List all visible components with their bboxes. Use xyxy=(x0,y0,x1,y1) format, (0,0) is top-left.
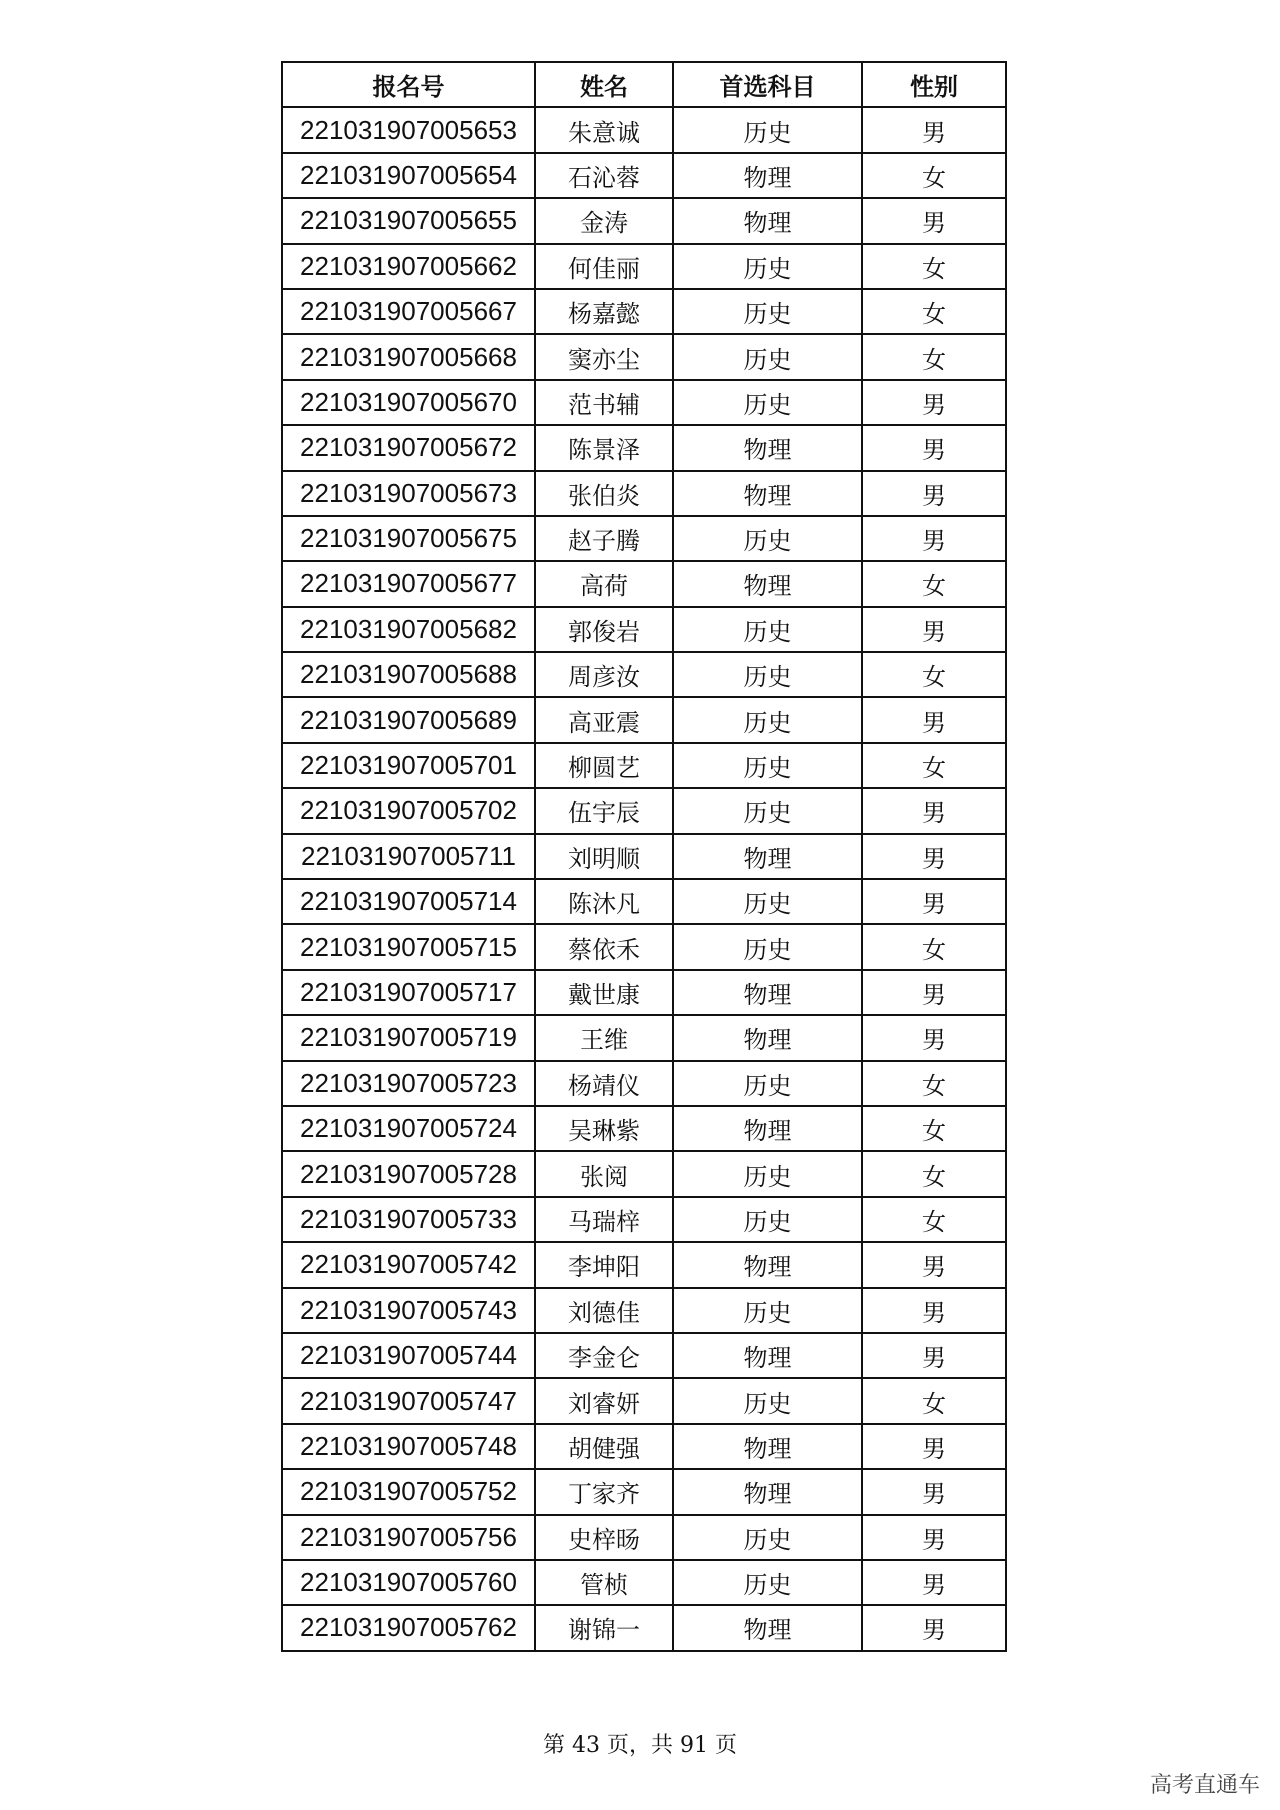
page-number-footer: 第 43 页，共 91 页 xyxy=(543,1733,737,1758)
name-cell: 伍宇辰 xyxy=(535,788,673,833)
gender-cell: 女 xyxy=(862,652,1006,697)
name-cell: 刘睿妍 xyxy=(535,1378,673,1423)
name-cell: 高荷 xyxy=(535,561,673,606)
gender-cell: 男 xyxy=(862,1560,1006,1605)
gender-cell: 女 xyxy=(862,924,1006,969)
gender-cell: 男 xyxy=(862,1469,1006,1514)
table-row xyxy=(282,107,1006,152)
preferred-subject-cell: 历史 xyxy=(673,516,862,561)
table-row xyxy=(282,607,1006,652)
name-cell: 郭俊岩 xyxy=(535,607,673,652)
registration-number-cell: 221031907005675 xyxy=(282,516,535,561)
gender-cell: 男 xyxy=(862,1288,1006,1333)
table-row xyxy=(282,1515,1006,1560)
gender-cell: 女 xyxy=(862,743,1006,788)
gender-cell: 男 xyxy=(862,198,1006,243)
name-cell: 杨靖仪 xyxy=(535,1061,673,1106)
name-cell: 刘明顺 xyxy=(535,834,673,879)
registration-number-cell: 221031907005748 xyxy=(282,1424,535,1469)
gender-cell: 女 xyxy=(862,1106,1006,1151)
table-row xyxy=(282,516,1006,561)
registration-number-cell: 221031907005747 xyxy=(282,1378,535,1423)
name-cell: 戴世康 xyxy=(535,970,673,1015)
preferred-subject-cell: 历史 xyxy=(673,879,862,924)
registration-number-cell: 221031907005724 xyxy=(282,1106,535,1151)
preferred-subject-cell: 历史 xyxy=(673,107,862,152)
gender-cell: 男 xyxy=(862,1605,1006,1650)
name-cell: 周彦汝 xyxy=(535,652,673,697)
name-cell: 杨嘉懿 xyxy=(535,289,673,334)
name-cell: 刘德佳 xyxy=(535,1288,673,1333)
registration-number-cell: 221031907005701 xyxy=(282,743,535,788)
registration-number-cell: 221031907005719 xyxy=(282,1015,535,1060)
preferred-subject-cell: 物理 xyxy=(673,834,862,879)
gender-cell: 男 xyxy=(862,1333,1006,1378)
preferred-subject-cell: 历史 xyxy=(673,380,862,425)
name-cell: 管桢 xyxy=(535,1560,673,1605)
preferred-subject-cell: 历史 xyxy=(673,1151,862,1196)
registration-number-cell: 221031907005756 xyxy=(282,1515,535,1560)
table-row xyxy=(282,652,1006,697)
table-row xyxy=(282,289,1006,334)
name-cell: 赵子腾 xyxy=(535,516,673,561)
registration-number-cell: 221031907005715 xyxy=(282,924,535,969)
name-cell: 何佳丽 xyxy=(535,244,673,289)
table-row xyxy=(282,879,1006,924)
registration-number-cell: 221031907005688 xyxy=(282,652,535,697)
gender-cell: 男 xyxy=(862,425,1006,470)
table-row xyxy=(282,970,1006,1015)
name-cell: 高亚震 xyxy=(535,697,673,742)
name-cell: 陈沐凡 xyxy=(535,879,673,924)
name-cell: 蔡依禾 xyxy=(535,924,673,969)
name-cell: 李金仑 xyxy=(535,1333,673,1378)
table-row xyxy=(282,334,1006,379)
preferred-subject-cell: 历史 xyxy=(673,652,862,697)
gender-cell: 男 xyxy=(862,516,1006,561)
gender-cell: 女 xyxy=(862,289,1006,334)
preferred-subject-cell: 历史 xyxy=(673,1378,862,1423)
preferred-subject-cell: 历史 xyxy=(673,1061,862,1106)
roster-table-container xyxy=(281,61,1005,1652)
preferred-subject-cell: 历史 xyxy=(673,244,862,289)
registration-number-cell: 221031907005673 xyxy=(282,471,535,516)
registration-number-cell: 221031907005668 xyxy=(282,334,535,379)
registration-number-cell: 221031907005743 xyxy=(282,1288,535,1333)
name-cell: 柳圆艺 xyxy=(535,743,673,788)
name-cell: 范书辅 xyxy=(535,380,673,425)
gender-cell: 女 xyxy=(862,1061,1006,1106)
table-row xyxy=(282,1333,1006,1378)
table-row xyxy=(282,1469,1006,1514)
header-preferred-subject: 首选科目 xyxy=(673,62,862,107)
preferred-subject-cell: 历史 xyxy=(673,1288,862,1333)
gender-cell: 女 xyxy=(862,153,1006,198)
preferred-subject-cell: 历史 xyxy=(673,289,862,334)
preferred-subject-cell: 历史 xyxy=(673,1197,862,1242)
gender-cell: 女 xyxy=(862,334,1006,379)
name-cell: 史梓旸 xyxy=(535,1515,673,1560)
table-row xyxy=(282,924,1006,969)
registration-number-cell: 221031907005711 xyxy=(282,834,535,879)
gender-cell: 男 xyxy=(862,1242,1006,1287)
table-row xyxy=(282,1378,1006,1423)
preferred-subject-cell: 物理 xyxy=(673,153,862,198)
table-row xyxy=(282,471,1006,516)
registration-number-cell: 221031907005682 xyxy=(282,607,535,652)
preferred-subject-cell: 历史 xyxy=(673,607,862,652)
table-body xyxy=(282,107,1006,1650)
preferred-subject-cell: 历史 xyxy=(673,788,862,833)
registration-number-cell: 221031907005744 xyxy=(282,1333,535,1378)
gender-cell: 女 xyxy=(862,561,1006,606)
preferred-subject-cell: 物理 xyxy=(673,198,862,243)
preferred-subject-cell: 物理 xyxy=(673,1242,862,1287)
name-cell: 胡健强 xyxy=(535,1424,673,1469)
name-cell: 李坤阳 xyxy=(535,1242,673,1287)
name-cell: 王维 xyxy=(535,1015,673,1060)
gender-cell: 男 xyxy=(862,607,1006,652)
preferred-subject-cell: 物理 xyxy=(673,1106,862,1151)
registration-number-cell: 221031907005654 xyxy=(282,153,535,198)
registration-number-cell: 221031907005672 xyxy=(282,425,535,470)
registration-number-cell: 221031907005702 xyxy=(282,788,535,833)
registration-number-cell: 221031907005752 xyxy=(282,1469,535,1514)
gender-cell: 男 xyxy=(862,970,1006,1015)
watermark-logo-text: 高考直通车 xyxy=(1149,1773,1260,1798)
header-registration-number: 报名号 xyxy=(282,62,535,107)
gender-cell: 男 xyxy=(862,834,1006,879)
preferred-subject-cell: 历史 xyxy=(673,334,862,379)
table-row xyxy=(282,1061,1006,1106)
preferred-subject-cell: 历史 xyxy=(673,1515,862,1560)
preferred-subject-cell: 历史 xyxy=(673,1560,862,1605)
gender-cell: 女 xyxy=(862,1151,1006,1196)
table-row xyxy=(282,1197,1006,1242)
preferred-subject-cell: 物理 xyxy=(673,1424,862,1469)
table-row xyxy=(282,153,1006,198)
table-row xyxy=(282,1106,1006,1151)
name-cell: 丁家齐 xyxy=(535,1469,673,1514)
registration-number-cell: 221031907005760 xyxy=(282,1560,535,1605)
name-cell: 吴琳紫 xyxy=(535,1106,673,1151)
table-row xyxy=(282,244,1006,289)
table-row xyxy=(282,561,1006,606)
gender-cell: 男 xyxy=(862,788,1006,833)
table-header-row xyxy=(282,62,1006,107)
name-cell: 金涛 xyxy=(535,198,673,243)
preferred-subject-cell: 物理 xyxy=(673,1469,862,1514)
table-row xyxy=(282,380,1006,425)
registration-number-cell: 221031907005742 xyxy=(282,1242,535,1287)
registration-number-cell: 221031907005762 xyxy=(282,1605,535,1650)
gender-cell: 男 xyxy=(862,1015,1006,1060)
registration-number-cell: 221031907005670 xyxy=(282,380,535,425)
table-row xyxy=(282,1151,1006,1196)
table-row xyxy=(282,1605,1006,1650)
name-cell: 朱意诚 xyxy=(535,107,673,152)
gender-cell: 女 xyxy=(862,1378,1006,1423)
preferred-subject-cell: 物理 xyxy=(673,425,862,470)
name-cell: 张阅 xyxy=(535,1151,673,1196)
table-row xyxy=(282,425,1006,470)
name-cell: 张伯炎 xyxy=(535,471,673,516)
registration-number-cell: 221031907005723 xyxy=(282,1061,535,1106)
preferred-subject-cell: 物理 xyxy=(673,1605,862,1650)
table-row xyxy=(282,834,1006,879)
registration-number-cell: 221031907005689 xyxy=(282,697,535,742)
registration-number-cell: 221031907005714 xyxy=(282,879,535,924)
table-row xyxy=(282,788,1006,833)
preferred-subject-cell: 历史 xyxy=(673,743,862,788)
gender-cell: 男 xyxy=(862,1515,1006,1560)
table-row xyxy=(282,697,1006,742)
preferred-subject-cell: 物理 xyxy=(673,1015,862,1060)
registration-number-cell: 221031907005728 xyxy=(282,1151,535,1196)
preferred-subject-cell: 历史 xyxy=(673,697,862,742)
table-row xyxy=(282,743,1006,788)
roster-table xyxy=(281,61,1007,1652)
registration-number-cell: 221031907005655 xyxy=(282,198,535,243)
gender-cell: 男 xyxy=(862,697,1006,742)
name-cell: 马瑞梓 xyxy=(535,1197,673,1242)
gender-cell: 男 xyxy=(862,380,1006,425)
preferred-subject-cell: 物理 xyxy=(673,471,862,516)
registration-number-cell: 221031907005717 xyxy=(282,970,535,1015)
registration-number-cell: 221031907005733 xyxy=(282,1197,535,1242)
gender-cell: 男 xyxy=(862,1424,1006,1469)
name-cell: 谢锦一 xyxy=(535,1605,673,1650)
name-cell: 陈景泽 xyxy=(535,425,673,470)
header-name: 姓名 xyxy=(535,62,673,107)
table-row xyxy=(282,1560,1006,1605)
gender-cell: 女 xyxy=(862,1197,1006,1242)
table-row xyxy=(282,1015,1006,1060)
table-row xyxy=(282,1288,1006,1333)
registration-number-cell: 221031907005662 xyxy=(282,244,535,289)
preferred-subject-cell: 物理 xyxy=(673,1333,862,1378)
table-row xyxy=(282,198,1006,243)
preferred-subject-cell: 物理 xyxy=(673,970,862,1015)
preferred-subject-cell: 历史 xyxy=(673,924,862,969)
name-cell: 窦亦尘 xyxy=(535,334,673,379)
name-cell: 石沁蓉 xyxy=(535,153,673,198)
preferred-subject-cell: 物理 xyxy=(673,561,862,606)
gender-cell: 男 xyxy=(862,879,1006,924)
registration-number-cell: 221031907005677 xyxy=(282,561,535,606)
registration-number-cell: 221031907005667 xyxy=(282,289,535,334)
gender-cell: 女 xyxy=(862,244,1006,289)
gender-cell: 男 xyxy=(862,471,1006,516)
registration-number-cell: 221031907005653 xyxy=(282,107,535,152)
gender-cell: 男 xyxy=(862,107,1006,152)
table-row xyxy=(282,1242,1006,1287)
header-gender: 性别 xyxy=(862,62,1006,107)
table-row xyxy=(282,1424,1006,1469)
